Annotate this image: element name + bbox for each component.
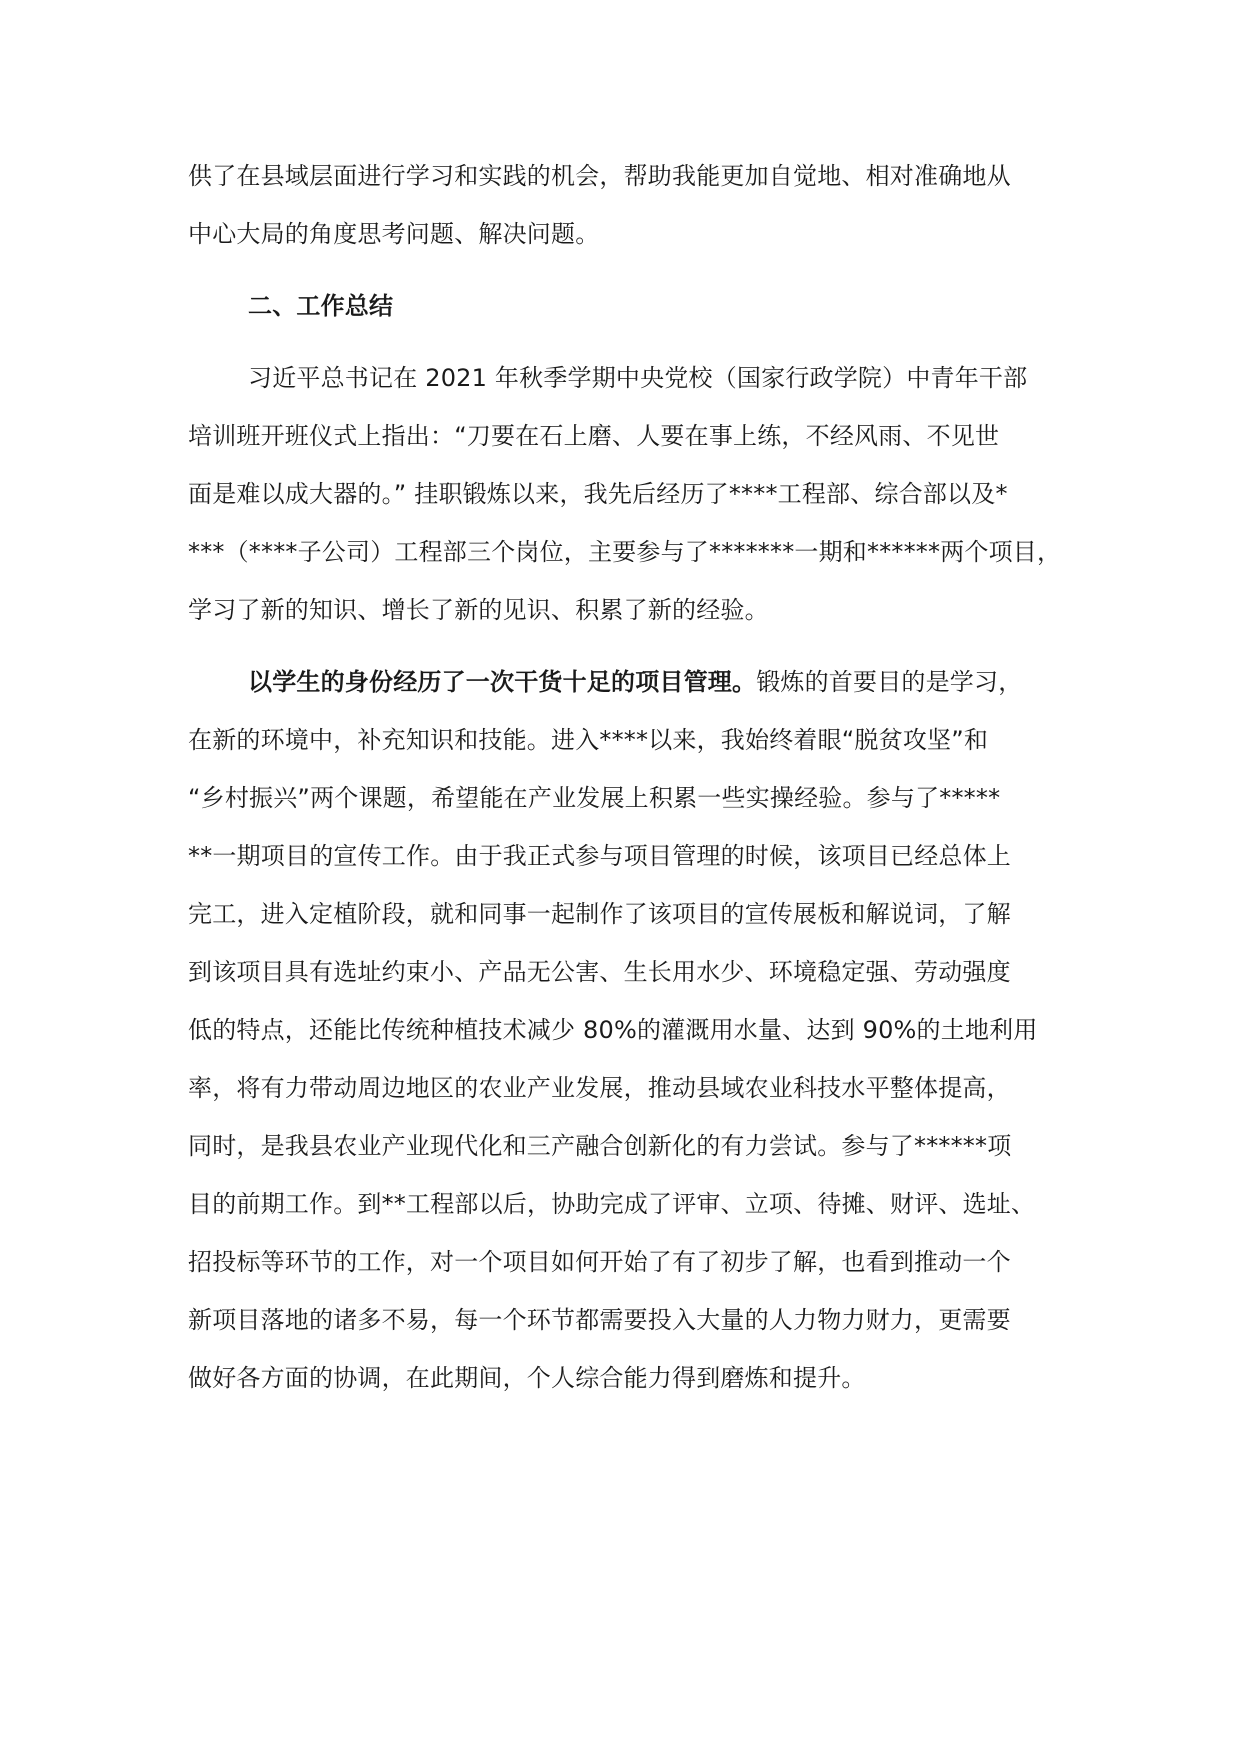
- text-line: 做好各方面的协调，在此期间，个人综合能力得到磨炼和提升。: [188, 1364, 866, 1392]
- text-line: 习近平总书记在 2021 年秋季学期中央党校（国家行政学院）中青年干部: [248, 364, 1028, 392]
- text-line: 招投标等环节的工作，对一个项目如何开始了有了初步了解，也看到推动一个: [188, 1248, 1011, 1276]
- text-line: “乡村振兴”两个课题，希望能在产业发展上积累一些实操经验。参与了*****: [188, 784, 1001, 812]
- text-span: 锻炼的首要目的是学习，: [756, 668, 1023, 696]
- text-line: 培训班开班仪式上指出：“刀要在石上磨、人要在事上练，不经风雨、不见世: [188, 422, 1000, 450]
- text-line: 面是难以成大器的。” 挂职锻炼以来，我先后经历了****工程部、综合部以及*: [188, 480, 1008, 508]
- text-line: 完工，进入定植阶段，就和同事一起制作了该项目的宣传展板和解说词，了解: [188, 900, 1011, 928]
- text-line: 学习了新的知识、增长了新的见识、积累了新的经验。: [188, 596, 769, 624]
- text-line: 新项目落地的诸多不易，每一个环节都需要投入大量的人力物力财力，更需要: [188, 1306, 1011, 1334]
- text-line: ***（****子公司）工程部三个岗位，主要参与了*******一期和******两个项目，: [188, 538, 1062, 566]
- text-line: 中心大局的角度思考问题、解决问题。: [188, 220, 600, 248]
- text-line: 到该项目具有选址约束小、产品无公害、生长用水少、环境稳定强、劳动强度: [188, 958, 1011, 986]
- bold-lead-sentence: 以学生的身份经历了一次干货十足的项目管理。: [248, 668, 757, 696]
- text-line: 同时，是我县农业产业现代化和三产融合创新化的有力尝试。参与了******项: [188, 1132, 1012, 1160]
- text-line: 在新的环境中，补充知识和技能。进入****以来，我始终着眼“脱贫攻坚”和: [188, 726, 989, 754]
- paragraph-lead-line: [248, 666, 1022, 698]
- text-line: 率，将有力带动周边地区的农业产业发展，推动县域农业科技水平整体提高，: [188, 1074, 1011, 1102]
- text-line: 目的前期工作。到**工程部以后，协助完成了评审、立项、待摊、财评、选址、: [188, 1190, 1036, 1218]
- text-line: 低的特点，还能比传统种植技术减少 80%的灌溉用水量、达到 90%的土地利用: [188, 1016, 1038, 1044]
- text-line: **一期项目的宣传工作。由于我正式参与项目管理的时候，该项目已经总体上: [188, 842, 1011, 870]
- section-heading: 二、工作总结: [248, 292, 394, 320]
- text-line: 供了在县域层面进行学习和实践的机会，帮助我能更加自觉地、相对准确地从: [188, 162, 1011, 190]
